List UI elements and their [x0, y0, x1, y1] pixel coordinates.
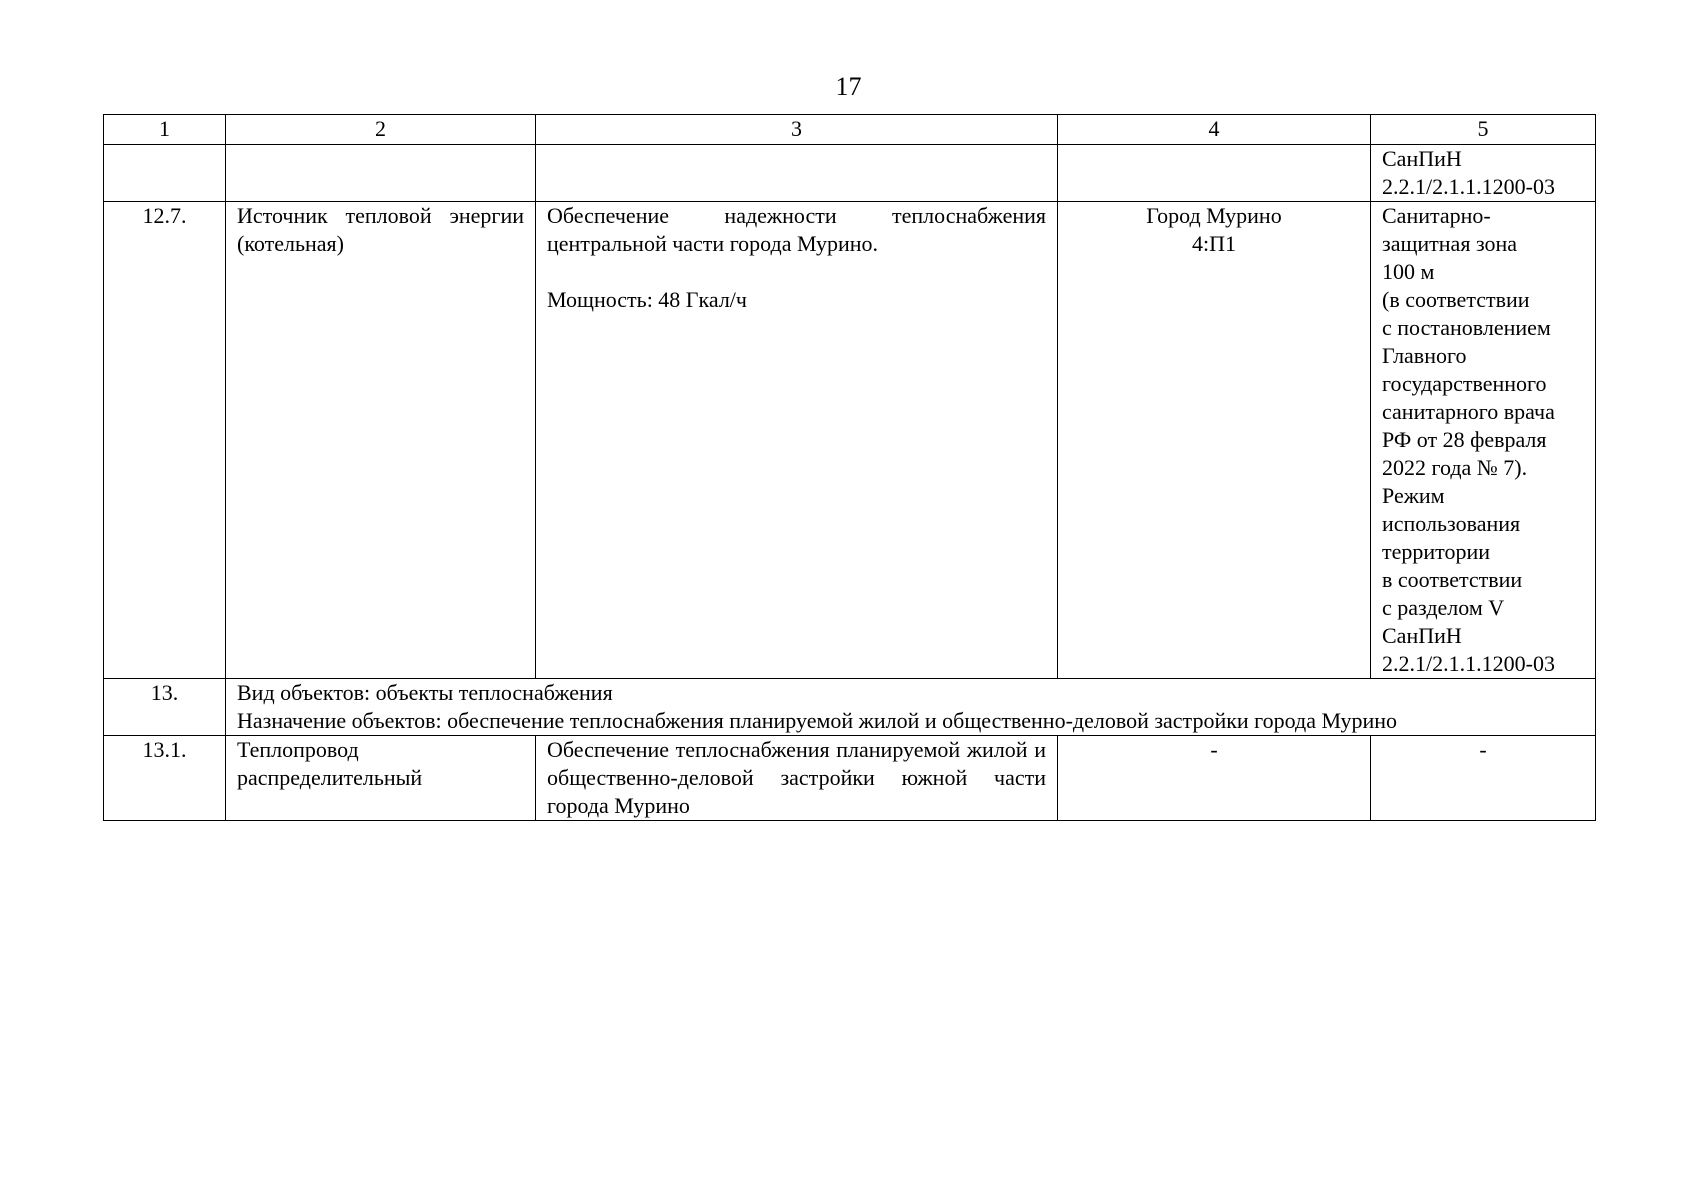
- zone-line: СанПиН: [1382, 146, 1462, 171]
- objects-table: [103, 114, 1596, 821]
- zone-line: с постановлением: [1382, 315, 1551, 340]
- header-col-1: 1: [104, 115, 226, 145]
- zone-line: использования: [1382, 511, 1521, 536]
- purpose-text: Обеспечение надежности теплоснабжения центральной части города Мурино.: [547, 203, 1046, 256]
- location-cell: -: [1058, 736, 1371, 821]
- table-row: [104, 736, 1596, 821]
- row-number: 12.7.: [104, 202, 226, 679]
- location-line: Город Мурино: [1146, 203, 1282, 228]
- page-number: 17: [835, 72, 862, 101]
- table-row: [104, 202, 1596, 679]
- zone-line: защитная зона: [1382, 231, 1518, 256]
- header-col-3: 3: [536, 115, 1058, 145]
- zone-cell: [1371, 202, 1596, 679]
- purpose-cell: [536, 202, 1058, 679]
- zone-line: Санитарно-: [1382, 203, 1491, 228]
- zone-line: СанПиН: [1382, 623, 1462, 648]
- purpose-cell: [536, 145, 1058, 202]
- object-name-cell: [226, 736, 536, 821]
- zone-line: 100 м: [1382, 259, 1435, 284]
- header-col-4: 4: [1058, 115, 1371, 145]
- section-description-cell: [226, 679, 1596, 736]
- zone-line: 2022 года № 7).: [1382, 455, 1528, 480]
- object-purpose-text: Назначение объектов: обеспечение теплоснабжения планируемой жилой и общественно-деловой застройки города Мурино: [237, 708, 1398, 733]
- location-line: 4:П1: [1192, 231, 1236, 256]
- table-row: [104, 145, 1596, 202]
- object-name-cell: Источник тепловой энергии (котельная): [226, 202, 536, 679]
- zone-line: территории: [1382, 539, 1491, 564]
- row-number: [104, 145, 226, 202]
- header-col-2: 2: [226, 115, 536, 145]
- zone-line: (в соответствии: [1382, 287, 1530, 312]
- table-header-row: [104, 115, 1596, 145]
- capacity-text: Мощность: 48 Гкал/ч: [547, 287, 747, 312]
- location-cell: [1058, 202, 1371, 679]
- header-col-5: 5: [1371, 115, 1596, 145]
- row-number: 13.1.: [104, 736, 226, 821]
- table-row: [104, 679, 1596, 736]
- zone-line: с разделом V: [1382, 595, 1505, 620]
- zone-line: санитарного врача: [1382, 399, 1555, 424]
- object-name-line: распределительный: [237, 765, 423, 790]
- row-number: 13.: [104, 679, 226, 736]
- location-cell: [1058, 145, 1371, 202]
- zone-line: РФ от 28 февраля: [1382, 427, 1547, 452]
- zone-line: Режим: [1382, 483, 1445, 508]
- zone-line: 2.2.1/2.1.1.1200-03: [1382, 174, 1555, 199]
- object-name-line: Теплопровод: [237, 737, 359, 762]
- zone-line: Главного: [1382, 343, 1467, 368]
- zone-line: в соответствии: [1382, 567, 1523, 592]
- zone-cell: -: [1371, 736, 1596, 821]
- zone-line: 2.2.1/2.1.1.1200-03: [1382, 651, 1555, 676]
- object-name-cell: [226, 145, 536, 202]
- purpose-cell: Обеспечение теплоснабжения планируемой жилой и общественно-деловой застройки южной части города Мурино: [536, 736, 1058, 821]
- zone-cell: [1371, 145, 1596, 202]
- zone-line: государственного: [1382, 371, 1547, 396]
- object-type-text: Вид объектов: объекты теплоснабжения: [237, 680, 613, 705]
